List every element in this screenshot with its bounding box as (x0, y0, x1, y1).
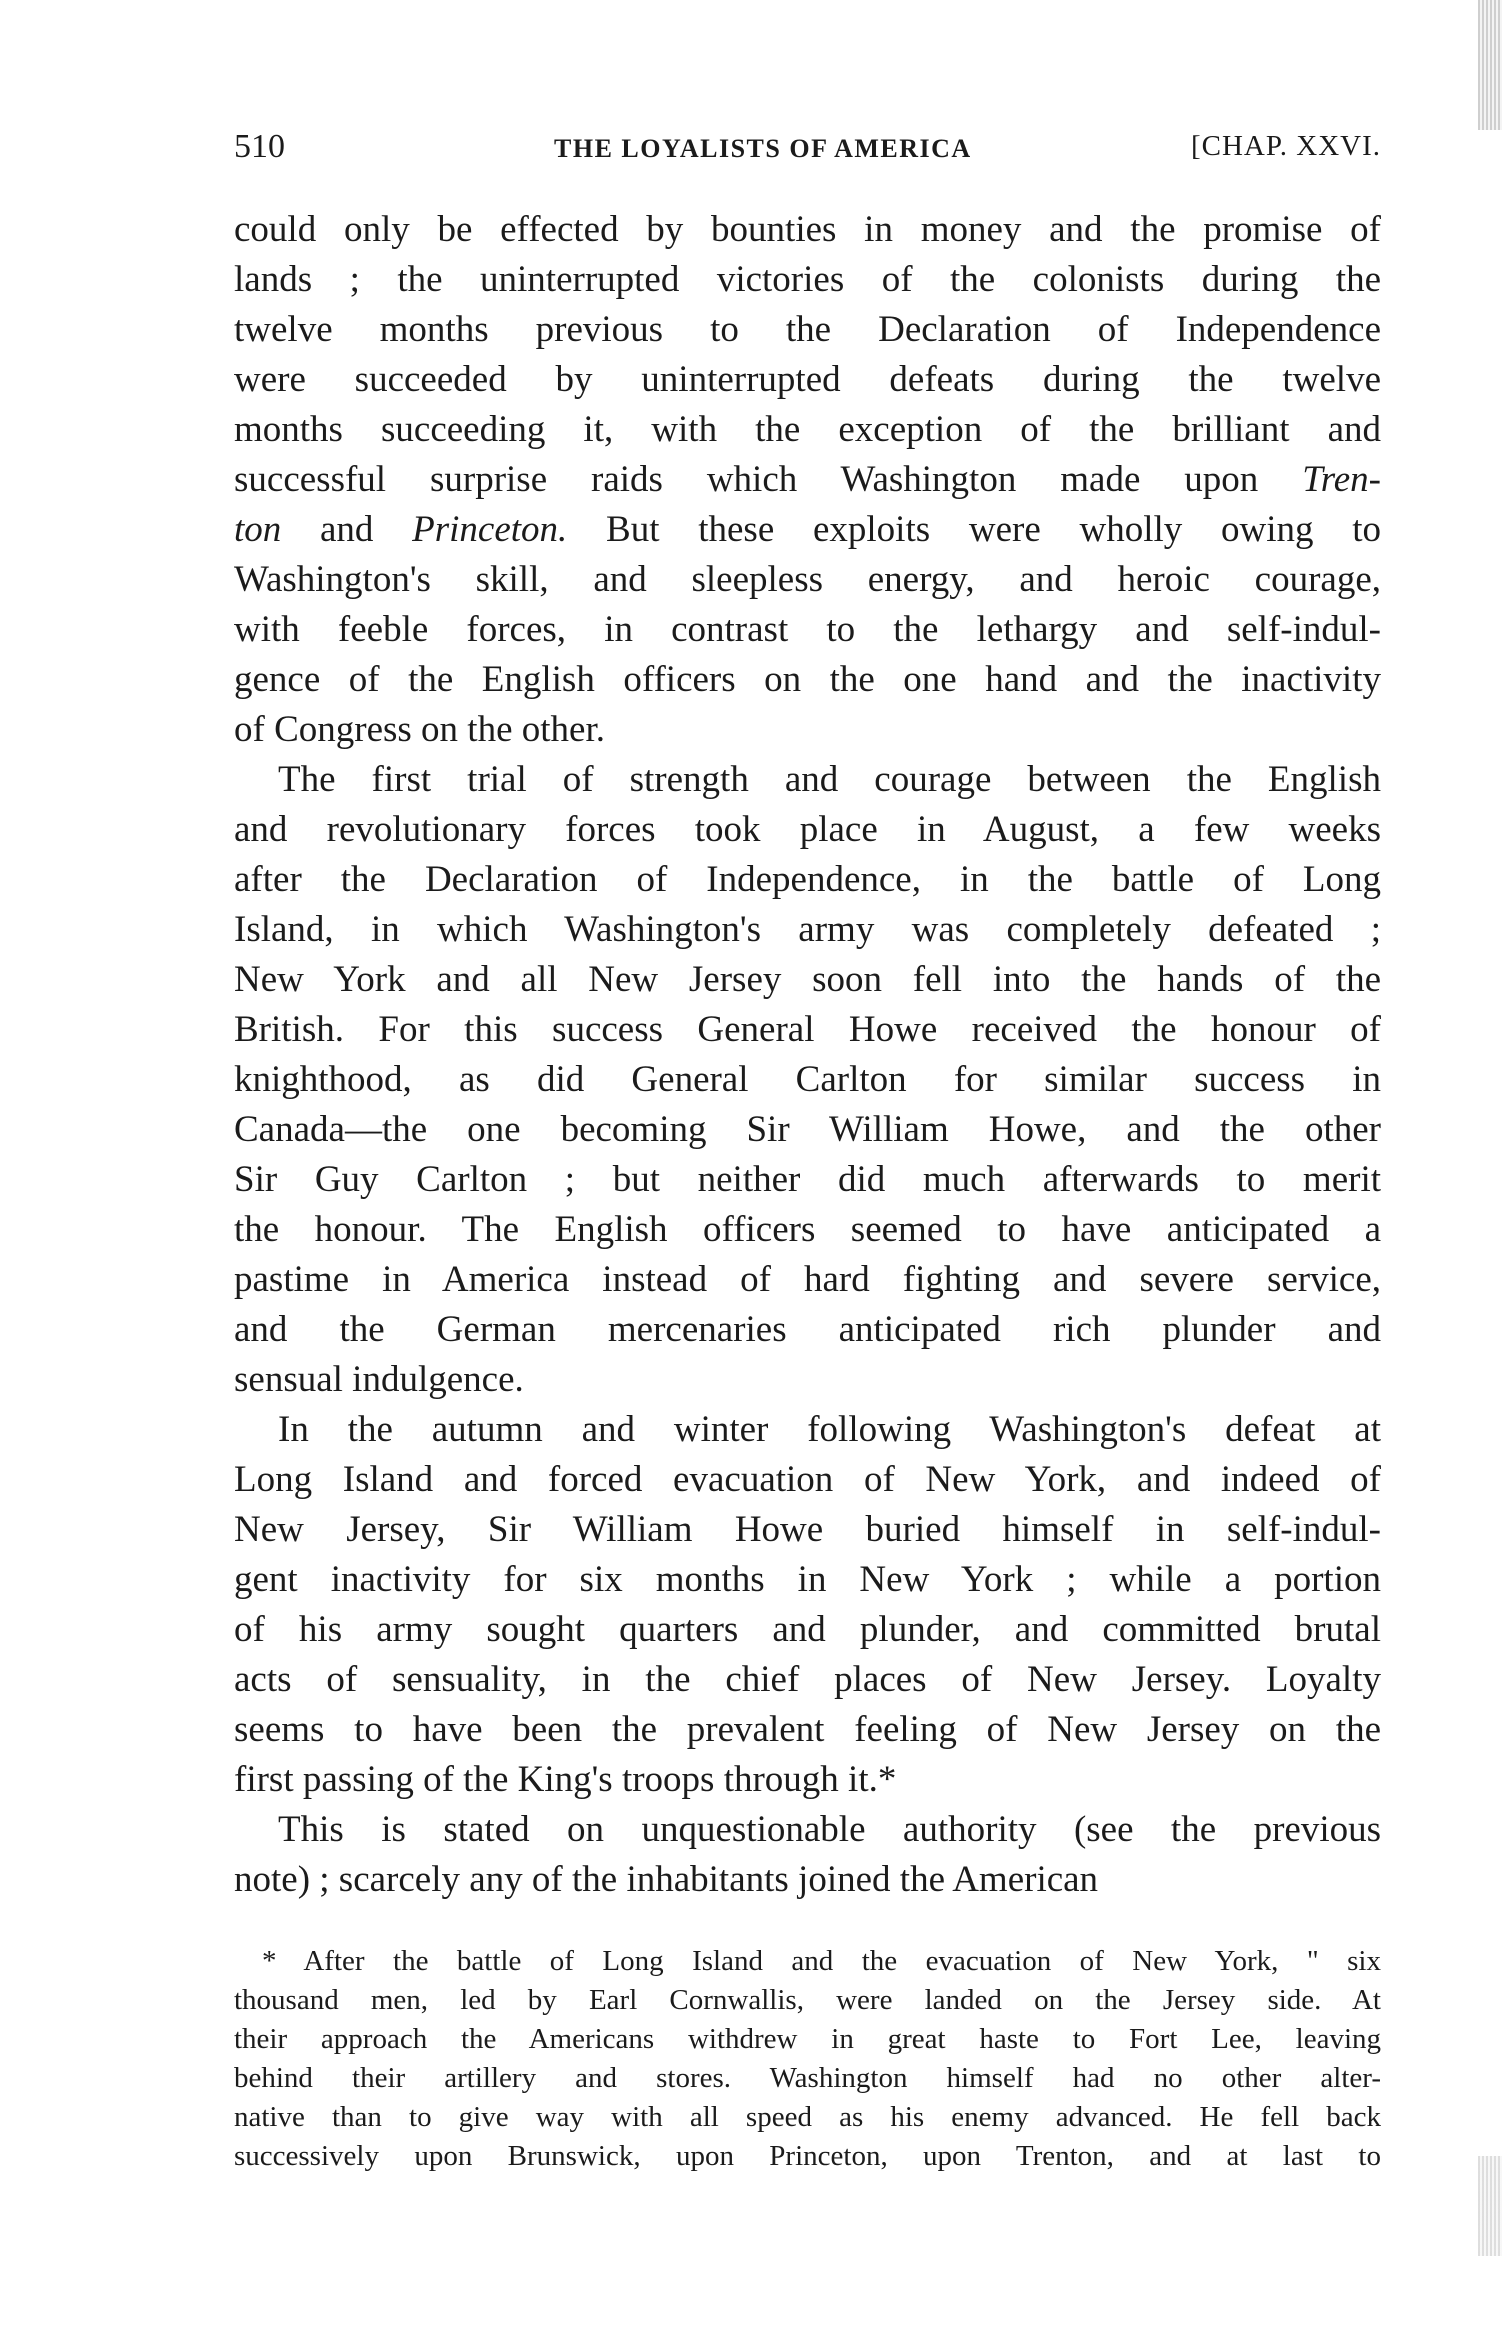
text-line: with feeble forces, in contrast to the lethargy and self-indul- (234, 609, 1381, 650)
text-line: New Jersey, Sir William Howe buried himself in self-indul- (234, 1509, 1381, 1550)
text-line: were succeeded by uninterrupted defeats during the twelve (234, 359, 1381, 400)
footnote-line: behind their artillery and stores. Washington himself had no other alter- (234, 2062, 1381, 2094)
footnote-line: their approach the Americans withdrew in great haste to Fort Lee, leaving (234, 2023, 1381, 2055)
text-line: months succeeding it, with the exception of the brilliant and (234, 409, 1381, 450)
footnote-line: * After the battle of Long Island and the evacuation of New York, " six (262, 1945, 1381, 1977)
italic-place-name: Princeton. (412, 509, 568, 550)
paragraph (234, 205, 1381, 755)
text-line: first passing of the King's troops through it.* (234, 1759, 897, 1800)
italic-place-name: Tren- (1302, 459, 1381, 500)
text-line: the honour. The English officers seemed to have anticipated a (234, 1209, 1381, 1250)
page-number: 510 (234, 128, 285, 165)
text-line: gent inactivity for six months in New York ; while a portion (234, 1559, 1381, 1600)
text-line: This is stated on unquestionable authority (see the previous (278, 1809, 1381, 1850)
text-line: ton and Princeton. But these exploits were wholly owing to (234, 509, 1381, 550)
body-text (234, 205, 1381, 1905)
text-line: sensual indulgence. (234, 1359, 524, 1400)
text-line: British. For this success General Howe received the honour of (234, 1009, 1381, 1050)
text-line: acts of sensuality, in the chief places of New Jersey. Loyalty (234, 1659, 1381, 1700)
text-line: In the autumn and winter following Washington's defeat at (278, 1409, 1381, 1450)
text-line: Long Island and forced evacuation of New York, and indeed of (234, 1459, 1381, 1500)
text-line: of his army sought quarters and plunder, and committed brutal (234, 1609, 1381, 1650)
text-line: and the German mercenaries anticipated rich plunder and (234, 1309, 1381, 1350)
text-line: could only be effected by bounties in money and the promise of (234, 209, 1381, 250)
paragraph (234, 755, 1381, 1405)
text-line: knighthood, as did General Carlton for similar success in (234, 1059, 1381, 1100)
page-header (234, 128, 1381, 172)
chapter-label: [CHAP. XXVI. (1190, 130, 1381, 162)
paragraph (234, 1405, 1381, 1805)
text-line: Sir Guy Carlton ; but neither did much afterwards to merit (234, 1159, 1381, 1200)
scan-edge-mark (1478, 0, 1502, 130)
text-line: The first trial of strength and courage between the English (278, 759, 1381, 800)
text-line: Canada—the one becoming Sir William Howe, and the other (234, 1109, 1381, 1150)
scan-edge-mark (1478, 2156, 1502, 2256)
paragraph (234, 1805, 1381, 1905)
footnote-line: thousand men, led by Earl Cornwallis, were landed on the Jersey side. At (234, 1984, 1381, 2016)
text-line: gence of the English officers on the one hand and the inactivity (234, 659, 1381, 700)
running-title: THE LOYALISTS OF AMERICA (554, 134, 972, 163)
footnote-line: native than to give way with all speed as his enemy advanced. He fell back (234, 2101, 1381, 2133)
text-line: twelve months previous to the Declaration of Independence (234, 309, 1381, 350)
text-line: pastime in America instead of hard fighting and severe service, (234, 1259, 1381, 1300)
text-line: and revolutionary forces took place in August, a few weeks (234, 809, 1381, 850)
text-line: lands ; the uninterrupted victories of the colonists during the (234, 259, 1381, 300)
italic-place-name: ton (234, 509, 282, 550)
text-line: New York and all New Jersey soon fell into the hands of the (234, 959, 1381, 1000)
footnote-line: successively upon Brunswick, upon Princeton, upon Trenton, and at last to (234, 2140, 1381, 2172)
text-line: seems to have been the prevalent feeling of New Jersey on the (234, 1709, 1381, 1750)
text-line: after the Declaration of Independence, in the battle of Long (234, 859, 1381, 900)
text-line: of Congress on the other. (234, 709, 605, 750)
text-line: Washington's skill, and sleepless energy, and heroic courage, (234, 559, 1381, 600)
footnote (234, 1942, 1381, 2176)
text-line: note) ; scarcely any of the inhabitants joined the American (234, 1859, 1099, 1900)
text-line: successful surprise raids which Washington made upon Tren- (234, 459, 1381, 500)
text-line: Island, in which Washington's army was completely defeated ; (234, 909, 1381, 950)
